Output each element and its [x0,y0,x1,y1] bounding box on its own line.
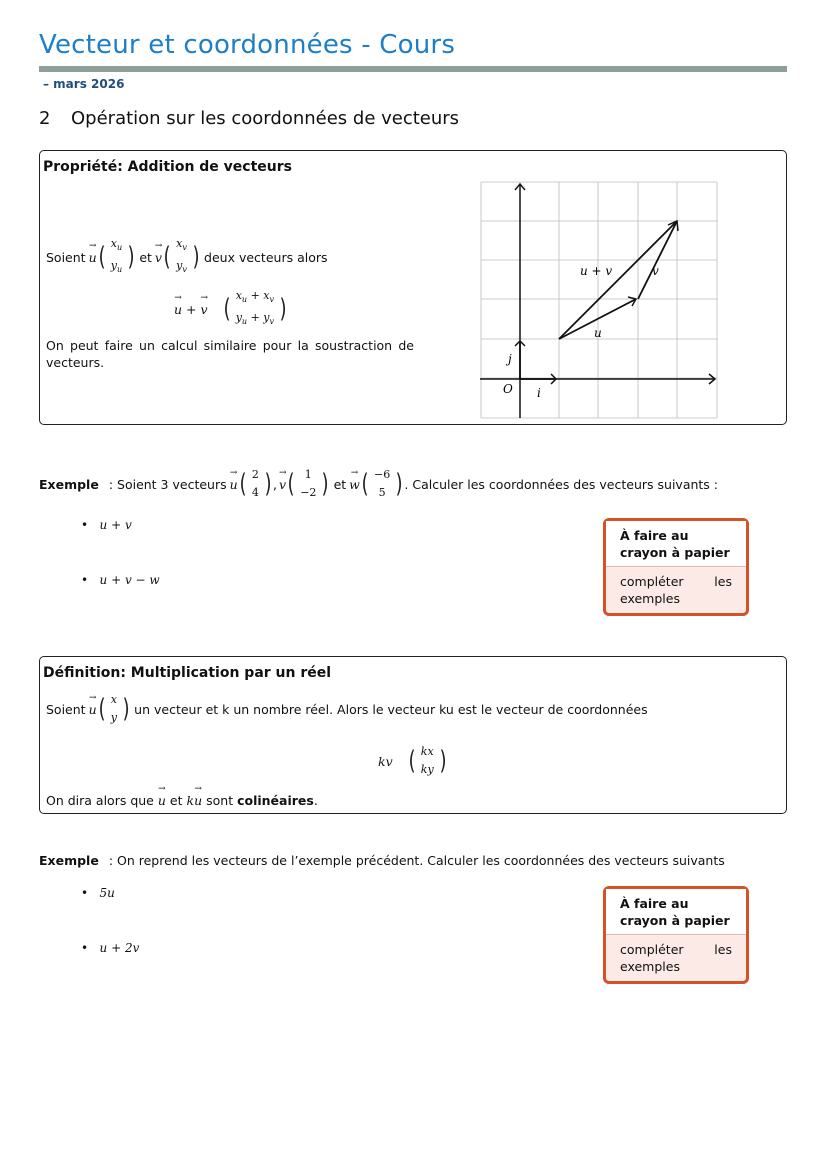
et-text: et [139,249,152,265]
i-label: i [537,386,541,400]
example2-line [39,853,725,868]
v-label: v [652,264,659,278]
definition-statement: Soient → u ( x y ) un vecteur et k un nombre réel. Alors le vecteur ku est le vecteur de coordonnées [46,691,648,727]
property-statement [46,235,328,279]
definition-conclusion: On dira alors que → u et k→ u sont colinéaires. [46,793,318,808]
title-rule [39,66,787,72]
example2-text: : On reprend les vecteurs de l’exemple précédent. Calculer les coordonnées des vecteurs suivants [108,853,725,868]
deux-vecteurs-text: deux vecteurs alors [204,249,328,265]
example1-w: ( −6 5 ) [361,468,403,499]
note1-head: À faire au crayon à papier [606,521,746,567]
sum-vector [559,222,676,339]
soient-text: Soient [46,249,86,265]
section-heading [39,108,459,129]
sum-formula: → u + → v ( $x_u + x_v$ $y_u + y_v$ ) [174,287,288,331]
property-box [39,150,787,425]
v-column: ( $x_v$ $y_v$ ) [163,237,200,275]
j-label: j [508,352,512,366]
example1-line: Exemple : Soient 3 vecteurs → u ( 2 4 ) , → v ( 1 −2 ) et → w ( −6 5 ) . Calculer les coordonnées des vecteurs suivants : [39,466,718,502]
example1-intro: : Soient 3 vecteurs [108,476,227,492]
definition-title: Définition: Multiplication par un réel [43,665,332,681]
property-title: Propriété: Addition de vecteurs [43,159,292,175]
section-number: 2 [39,108,51,129]
vector-u: → u [89,250,97,265]
u-label: u [594,326,602,340]
todo-note-1 [603,518,749,616]
origin-label: O [503,382,513,396]
example1-question: . Calculer les coordonnées des vecteurs suivants : [404,476,718,492]
note2-body: compléter les exemples [620,942,732,974]
example1-item-1: • u + v [81,518,132,532]
example2-item-2: • u + 2v [81,941,140,955]
example1-item-2: • u + v − w [81,573,160,587]
page-title: Vecteur et coordonnées - Cours [39,30,456,60]
definition-formula: kv ( kx ky ) [378,745,447,776]
property-remark: On peut faire un calcul similaire pour la soustraction de vecteurs. [46,338,414,370]
u-column: ( $x_u$ $y_u$ ) [98,237,135,275]
vector-v: → v [155,250,162,265]
example1-v: ( 1 −2 ) [287,468,330,499]
definition-box [39,656,787,814]
section-title: Opération sur les coordonnées de vecteurs [71,108,460,129]
page-date: – mars 2026 [43,77,125,91]
note2-head: À faire au crayon à papier [606,889,746,935]
vector-figure [480,181,720,421]
example2-item-1: • 5u [81,886,115,900]
example2-label: Exemple [39,853,99,868]
example1-label: Exemple [39,476,99,492]
todo-note-2 [603,886,749,984]
uv-label: u + v [580,264,613,278]
note1-body: compléter les exemples [620,574,732,606]
example1-u: ( 2 4 ) [239,468,272,499]
